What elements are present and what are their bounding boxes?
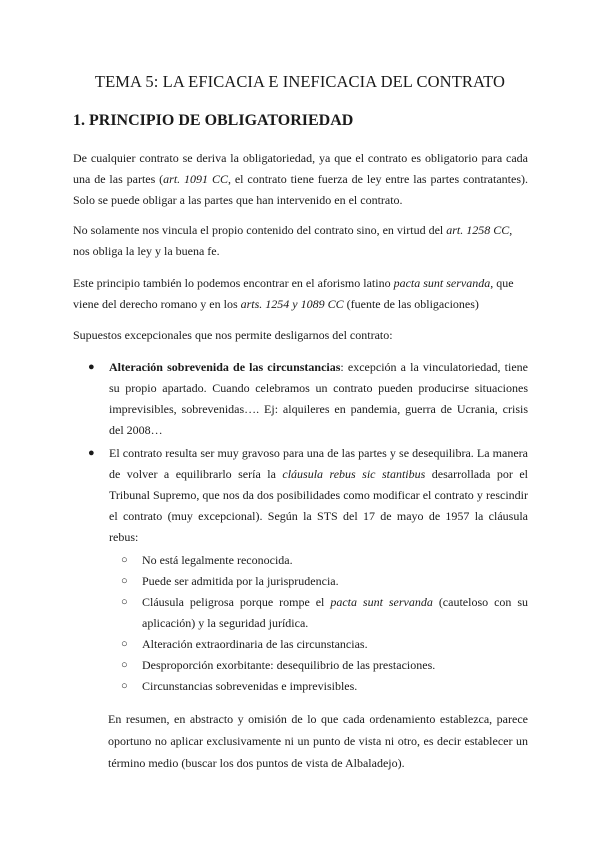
sub-item-text: Desproporción exorbitante: desequilibrio de las prestaciones. [142,658,436,672]
bullet-dot-icon: ● [88,361,95,373]
paragraph-conclusion: En resumen, en abstracto y omisión de lo que cada ordenamiento establezca, parece oportuno no aplicar exclusivamente ni un punto de vista ni otro, es decir establecer un término medio (buscar los dos puntos de vista de Albaladejo). [108,712,528,770]
document-title: TEMA 5: LA EFICACIA E INEFICACIA DEL CONTRATO [94,72,506,91]
p1-text-a: De cualquier contrato se deriva la obligatoriedad, ya que el contrato es obligatorio para cada una de las partes ( [73,151,528,186]
p2-text-b: , nos obliga la ley y la buena fe. [73,223,513,258]
sub-list-item [109,676,528,697]
sub-list-item [109,655,528,676]
p1-text-b: , el contrato tiene fuerza de ley entre las partes contratantes). Solo se puede obligar a las partes que han intervenido en el contrato. [73,172,528,207]
paragraph-supuestos: Supuestos excepcionales que nos permite desligarnos del contrato: [73,328,393,342]
sub-item-text: Circunstancias sobrevenidas e imprevisibles. [142,679,358,693]
bullet1-bold: Alteración sobrevenida de las circunstancias [109,360,341,374]
circle-bullet-icon: ○ [121,596,128,608]
sub-list-item [109,592,528,634]
p2-article-ref: art. 1258 CC [446,223,510,237]
list-item [88,357,528,441]
sub-item-text: Alteración extraordinaria de las circunstancias. [142,637,368,651]
circle-bullet-icon: ○ [121,638,128,650]
sub-item-text: Cláusula peligrosa porque rompe el [142,595,331,609]
bullet-dot-icon: ● [88,447,95,459]
sub-item-latin: pacta sunt servanda [330,595,433,609]
circle-bullet-icon: ○ [121,680,128,692]
p2-text-a: No solamente nos vincula el propio contenido del contrato sino, en virtud del [73,223,447,237]
sub-list-item [109,634,528,655]
sub-item-text: (cauteloso con su aplicación) y la seguridad jurídica. [142,595,529,630]
paragraph-vinculacion [73,220,528,262]
section-heading: 1. PRINCIPIO DE OBLIGATORIEDAD [73,112,354,129]
p3-text-c: (fuente de las obligaciones) [343,297,479,311]
bullet2-clausula: cláusula rebus sic stantibus [282,467,426,481]
sub-item-text: Puede ser admitida por la jurisprudencia. [142,574,339,588]
bullet1-text: : excepción a la vinculatoriedad, tiene su propio apartado. Cuando celebramos un contrato pueden producirse situaciones imprevisibles, sobrevenidas…. Ej: alquileres en pandemia, guerra de Ucrania, crisis del 2008… [109,360,528,437]
p3-text-a: Este principio también lo podemos encontrar en el aforismo latino [73,276,394,290]
p3-text-b: , que viene del derecho romano y en los [73,276,514,311]
sub-list-item [109,550,528,571]
list-item [88,443,528,697]
p3-article-ref: arts. 1254 y 1089 CC [240,297,344,311]
paragraph-obligatoriedad [73,148,528,211]
exceptions-list [88,357,528,697]
paragraph-aforismo [73,273,528,315]
bullet2-text-a: El contrato resulta ser muy gravoso para una de las partes y se desequilibra. La manera de volver a equilibrarlo sería la [109,446,528,481]
bullet2-text-b: desarrollada por el Tribunal Supremo, que nos da dos posibilidades como modificar el contrato y rescindir el contrato (muy excepcional). Según la STS del 17 de mayo de 1957 la cláusula rebus: [109,467,529,544]
p1-article-ref: art. 1091 CC [163,172,228,186]
circle-bullet-icon: ○ [121,659,128,671]
circle-bullet-icon: ○ [121,554,128,566]
p3-latin: pacta sunt servanda [393,276,491,290]
rebus-sublist [109,550,528,697]
sub-item-text: No está legalmente reconocida. [142,553,293,567]
circle-bullet-icon: ○ [121,575,128,587]
sub-list-item [109,571,528,592]
